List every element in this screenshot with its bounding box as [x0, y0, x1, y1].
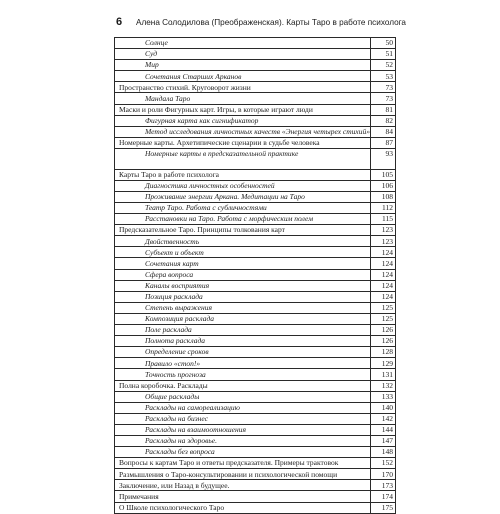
- toc-row: [115, 258, 396, 269]
- toc-entry-title: Суд: [115, 49, 371, 60]
- toc-entry-page: 128: [371, 347, 396, 358]
- toc-row: [115, 325, 396, 336]
- toc-entry-title: Полнота расклада: [115, 336, 371, 347]
- toc-row: [115, 469, 396, 480]
- toc-entry-title: Сочетания Старших Арканов: [115, 71, 371, 82]
- toc-entry-page: 115: [371, 214, 396, 225]
- toc-row: [115, 82, 396, 93]
- toc-entry-page: 53: [371, 71, 396, 82]
- toc-row: [115, 126, 396, 137]
- toc-entry-page: 108: [371, 191, 396, 202]
- toc-entry-page: 131: [371, 369, 396, 380]
- toc-row: [115, 369, 396, 380]
- toc-row: [115, 115, 396, 126]
- toc-row: [115, 435, 396, 446]
- toc-entry-page: 142: [371, 413, 396, 424]
- toc-entry-page: 174: [371, 491, 396, 502]
- toc-row: [115, 169, 396, 180]
- toc-row: [115, 148, 396, 169]
- toc-entry-page: 173: [371, 480, 396, 491]
- toc-entry-page: 93: [371, 148, 396, 169]
- toc-entry-page: 148: [371, 447, 396, 458]
- page-number: 6: [116, 16, 123, 28]
- toc-entry-title: Двойственность: [115, 236, 371, 247]
- toc-entry-title: Пространство стихий. Круговорот жизни: [115, 82, 371, 93]
- toc-entry-page: 123: [371, 225, 396, 236]
- toc-row: [115, 380, 396, 391]
- toc-entry-title: Примечания: [115, 491, 371, 502]
- toc-entry-page: 124: [371, 258, 396, 269]
- toc-row: [115, 191, 396, 202]
- toc-entry-page: 129: [371, 358, 396, 369]
- toc-entry-title: Диагностика личностных особенностей: [115, 180, 371, 191]
- toc-row: [115, 458, 396, 469]
- toc-entry-title: Правило «стоп!»: [115, 358, 371, 369]
- toc-entry-title: Сфера вопроса: [115, 269, 371, 280]
- toc-entry-title: Расклады на здоровье.: [115, 435, 371, 446]
- toc-entry-title: Расклады на взаимоотношения: [115, 424, 371, 435]
- toc-entry-page: 124: [371, 280, 396, 291]
- toc-entry-title: Расклады на самореализацию: [115, 402, 371, 413]
- toc-entry-page: 51: [371, 49, 396, 60]
- toc-entry-page: 125: [371, 302, 396, 313]
- toc-entry-page: 105: [371, 169, 396, 180]
- toc-entry-page: 126: [371, 336, 396, 347]
- toc-entry-page: 73: [371, 93, 396, 104]
- toc-row: [115, 180, 396, 191]
- toc-row: [115, 291, 396, 302]
- toc-entry-title: Проживание энергии Аркана. Медитации на Таро: [115, 191, 371, 202]
- toc-row: [115, 49, 396, 60]
- toc-entry-title: Композиция расклада: [115, 313, 371, 324]
- toc-entry-page: 82: [371, 115, 396, 126]
- toc-entry-title: Номерные карты в предсказательной практике: [115, 148, 371, 169]
- toc-entry-title: Позиция расклада: [115, 291, 371, 302]
- toc-row: [115, 38, 396, 49]
- toc-entry-page: 132: [371, 380, 396, 391]
- toc-entry-title: Метод исследования личностных качеств «Энергия четырех стихий»: [115, 126, 371, 137]
- toc-entry-page: 52: [371, 60, 396, 71]
- toc-entry-title: Расклады на бизнес: [115, 413, 371, 424]
- toc-row: [115, 447, 396, 458]
- toc-entry-title: Расклады без вопроса: [115, 447, 371, 458]
- toc-entry-page: 124: [371, 291, 396, 302]
- toc-entry-title: О Школе психологического Таро: [115, 502, 371, 513]
- toc-row: [115, 203, 396, 214]
- toc-entry-title: Мандала Таро: [115, 93, 371, 104]
- table-of-contents: [114, 37, 396, 514]
- toc-entry-title: Общие расклады: [115, 391, 371, 402]
- toc-entry-page: 123: [371, 236, 396, 247]
- toc-row: [115, 347, 396, 358]
- toc-row: [115, 336, 396, 347]
- toc-row: [115, 358, 396, 369]
- running-title: Алена Солодилова (Преображенская). Карты Таро в работе психолога: [136, 18, 406, 27]
- toc-entry-title: Поле расклада: [115, 325, 371, 336]
- toc-row: [115, 104, 396, 115]
- toc-row: [115, 491, 396, 502]
- toc-row: [115, 269, 396, 280]
- toc-row: [115, 93, 396, 104]
- toc-entry-page: 126: [371, 325, 396, 336]
- toc-entry-title: Маски и роли Фигурных карт. Игры, в которые играют люди: [115, 104, 371, 115]
- toc-row: [115, 236, 396, 247]
- toc-entry-title: Степень выражения: [115, 302, 371, 313]
- toc-entry-page: 124: [371, 247, 396, 258]
- toc-row: [115, 247, 396, 258]
- toc-entry-title: Размышления о Таро-консультировании и психологической помощи: [115, 469, 371, 480]
- toc-row: [115, 413, 396, 424]
- toc-entry-page: 140: [371, 402, 396, 413]
- toc-row: [115, 280, 396, 291]
- toc-entry-title: Определение сроков: [115, 347, 371, 358]
- toc-entry-page: 50: [371, 38, 396, 49]
- toc-row: [115, 225, 396, 236]
- toc-row: [115, 302, 396, 313]
- toc-row: [115, 137, 396, 148]
- toc-entry-title: Полна коробочка. Расклады: [115, 380, 371, 391]
- toc-entry-page: 81: [371, 104, 396, 115]
- toc-row: [115, 313, 396, 324]
- toc-entry-title: Мир: [115, 60, 371, 71]
- toc-entry-page: 112: [371, 203, 396, 214]
- toc-entry-title: Фигурная карта как сигнификатор: [115, 115, 371, 126]
- toc-entry-page: 124: [371, 269, 396, 280]
- toc-entry-page: 147: [371, 435, 396, 446]
- toc-row: [115, 71, 396, 82]
- toc-entry-page: 106: [371, 180, 396, 191]
- toc-entry-title: Вопросы к картам Таро и ответы предсказателя. Примеры трактовок: [115, 458, 371, 469]
- toc-entry-title: Предсказательное Таро. Принципы толкования карт: [115, 225, 371, 236]
- toc-row: [115, 502, 396, 513]
- toc-entry-page: 133: [371, 391, 396, 402]
- toc-entry-title: Расстановки на Таро. Работа с морфическим полем: [115, 214, 371, 225]
- toc-entry-page: 144: [371, 424, 396, 435]
- toc-entry-page: 73: [371, 82, 396, 93]
- toc-entry-page: 125: [371, 313, 396, 324]
- toc-entry-title: Точность прогноза: [115, 369, 371, 380]
- toc-row: [115, 402, 396, 413]
- toc-entry-title: Каналы восприятия: [115, 280, 371, 291]
- toc-entry-page: 87: [371, 137, 396, 148]
- toc-entry-title: Сочетания карт: [115, 258, 371, 269]
- toc-entry-title: Театр Таро. Работа с субличностями: [115, 203, 371, 214]
- toc-row: [115, 480, 396, 491]
- toc-entry-title: Карты Таро в работе психолога: [115, 169, 371, 180]
- page-header: [116, 15, 406, 31]
- toc-row: [115, 60, 396, 71]
- toc-row: [115, 424, 396, 435]
- toc-entry-page: 170: [371, 469, 396, 480]
- toc-row: [115, 214, 396, 225]
- toc-entry-title: Субъект и объект: [115, 247, 371, 258]
- toc-entry-page: 175: [371, 502, 396, 513]
- toc-entry-title: Заключение, или Назад в будущее.: [115, 480, 371, 491]
- toc-entry-page: 152: [371, 458, 396, 469]
- toc-entry-title: Солнце: [115, 38, 371, 49]
- toc-entry-title: Номерные карты. Архетипические сценарии в судьбе человека: [115, 137, 371, 148]
- toc-entry-page: 84: [371, 126, 396, 137]
- toc-row: [115, 391, 396, 402]
